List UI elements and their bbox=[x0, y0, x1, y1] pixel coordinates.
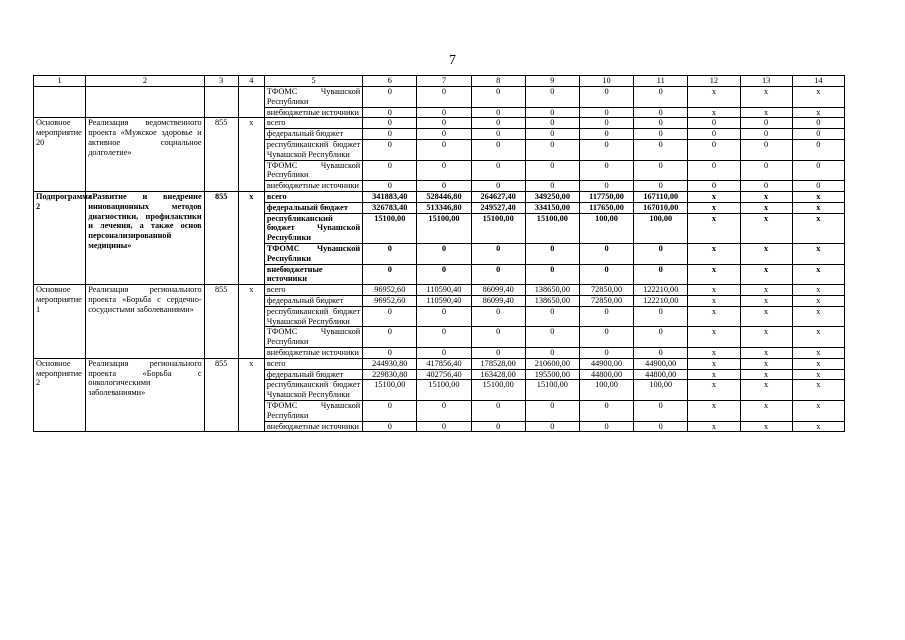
value-cell: 0 bbox=[579, 400, 633, 421]
source-cell: всего bbox=[264, 285, 362, 296]
value-cell: 15100,00 bbox=[363, 213, 417, 243]
value-cell: х bbox=[740, 327, 792, 348]
value-cell: 0 bbox=[525, 181, 579, 192]
value-cell: 0 bbox=[363, 87, 417, 108]
value-cell: х bbox=[792, 107, 844, 118]
value-cell: 0 bbox=[634, 243, 688, 264]
table-row bbox=[34, 191, 845, 202]
value-cell: 122210,00 bbox=[634, 295, 688, 306]
value-cell: 117750,00 bbox=[579, 191, 633, 202]
value-cell: 244930,80 bbox=[363, 358, 417, 369]
value-cell: 0 bbox=[792, 129, 844, 140]
value-cell: 138650,00 bbox=[525, 285, 579, 296]
value-cell: 100,00 bbox=[634, 380, 688, 401]
value-cell: 195500,00 bbox=[525, 369, 579, 380]
value-cell: 528446,80 bbox=[417, 191, 471, 202]
source-cell: внебюджетные источники bbox=[264, 347, 362, 358]
value-cell: х bbox=[740, 380, 792, 401]
value-cell: х bbox=[792, 202, 844, 213]
value-cell: х bbox=[792, 347, 844, 358]
source-cell: республиканский бюджет Чувашской Республики bbox=[264, 139, 362, 160]
source-cell: внебюджетные источники bbox=[264, 107, 362, 118]
value-cell: 0 bbox=[363, 181, 417, 192]
value-cell: 0 bbox=[363, 129, 417, 140]
value-cell: 0 bbox=[579, 107, 633, 118]
table-row bbox=[34, 285, 845, 296]
source-cell: ТФОМС Чувашской Республики bbox=[264, 87, 362, 108]
value-cell: 0 bbox=[634, 421, 688, 432]
value-cell: х bbox=[740, 400, 792, 421]
value-cell: х bbox=[688, 243, 740, 264]
source-cell: всего bbox=[264, 358, 362, 369]
source-cell: федеральный бюджет bbox=[264, 129, 362, 140]
value-cell: 0 bbox=[634, 264, 688, 285]
value-cell: х bbox=[688, 107, 740, 118]
value-cell: 0 bbox=[417, 139, 471, 160]
value-cell: 0 bbox=[579, 243, 633, 264]
rz-cell: х bbox=[238, 285, 264, 359]
value-cell: х bbox=[740, 285, 792, 296]
value-cell: х bbox=[792, 243, 844, 264]
empty-cell bbox=[204, 87, 238, 118]
value-cell: 0 bbox=[579, 181, 633, 192]
empty-cell bbox=[86, 87, 204, 118]
value-cell: х bbox=[740, 191, 792, 202]
value-cell: х bbox=[688, 306, 740, 327]
value-cell: х bbox=[688, 264, 740, 285]
value-cell: 72850,00 bbox=[579, 295, 633, 306]
source-cell: республиканский бюджет Чувашской Республики bbox=[264, 213, 362, 243]
source-cell: республиканский бюджет Чувашской Республики bbox=[264, 380, 362, 401]
value-cell: 402756,40 bbox=[417, 369, 471, 380]
value-cell: 0 bbox=[363, 139, 417, 160]
value-cell: 44800,00 bbox=[634, 369, 688, 380]
value-cell: 0 bbox=[634, 181, 688, 192]
value-cell: 0 bbox=[634, 327, 688, 348]
column-header: 8 bbox=[471, 76, 525, 87]
value-cell: х bbox=[792, 306, 844, 327]
value-cell: 0 bbox=[417, 181, 471, 192]
value-cell: 0 bbox=[471, 160, 525, 181]
value-cell: 15100,00 bbox=[525, 213, 579, 243]
value-cell: 334150,00 bbox=[525, 202, 579, 213]
value-cell: 0 bbox=[363, 421, 417, 432]
value-cell: х bbox=[740, 243, 792, 264]
value-cell: х bbox=[688, 87, 740, 108]
value-cell: 0 bbox=[688, 139, 740, 160]
grbs-cell: 855 bbox=[204, 358, 238, 432]
value-cell: 0 bbox=[417, 87, 471, 108]
value-cell: 0 bbox=[471, 129, 525, 140]
column-header: 11 bbox=[634, 76, 688, 87]
header-row bbox=[34, 76, 845, 87]
value-cell: х bbox=[740, 369, 792, 380]
value-cell: 0 bbox=[471, 87, 525, 108]
column-header: 13 bbox=[740, 76, 792, 87]
column-header: 10 bbox=[579, 76, 633, 87]
value-cell: 0 bbox=[634, 306, 688, 327]
value-cell: 0 bbox=[471, 327, 525, 348]
source-cell: внебюджетные источники bbox=[264, 264, 362, 285]
value-cell: 0 bbox=[579, 139, 633, 160]
value-cell: 0 bbox=[471, 306, 525, 327]
value-cell: х bbox=[688, 400, 740, 421]
value-cell: 0 bbox=[471, 347, 525, 358]
source-cell: федеральный бюджет bbox=[264, 295, 362, 306]
value-cell: 0 bbox=[634, 139, 688, 160]
value-cell: х bbox=[792, 285, 844, 296]
value-cell: х bbox=[792, 400, 844, 421]
value-cell: 0 bbox=[579, 118, 633, 129]
value-cell: х bbox=[740, 264, 792, 285]
value-cell: 0 bbox=[471, 243, 525, 264]
value-cell: 178528,00 bbox=[471, 358, 525, 369]
value-cell: 0 bbox=[579, 421, 633, 432]
value-cell: 0 bbox=[363, 243, 417, 264]
value-cell: 72850,00 bbox=[579, 285, 633, 296]
empty-cell bbox=[238, 87, 264, 118]
measure-title: Реализация регионального проекта «Борьба с онкологическими заболеваниями» bbox=[86, 358, 204, 432]
value-cell: 0 bbox=[688, 118, 740, 129]
value-cell: х bbox=[792, 327, 844, 348]
value-cell: 0 bbox=[363, 327, 417, 348]
column-header: 3 bbox=[204, 76, 238, 87]
column-header: 12 bbox=[688, 76, 740, 87]
value-cell: 0 bbox=[579, 347, 633, 358]
value-cell: 0 bbox=[579, 160, 633, 181]
column-header: 4 bbox=[238, 76, 264, 87]
value-cell: 0 bbox=[363, 118, 417, 129]
value-cell: 110590,40 bbox=[417, 295, 471, 306]
column-header: 5 bbox=[264, 76, 362, 87]
value-cell: 0 bbox=[634, 347, 688, 358]
table-row bbox=[34, 358, 845, 369]
value-cell: 0 bbox=[363, 400, 417, 421]
value-cell: 0 bbox=[792, 118, 844, 129]
value-cell: 0 bbox=[417, 327, 471, 348]
value-cell: х bbox=[792, 191, 844, 202]
value-cell: 326783,40 bbox=[363, 202, 417, 213]
value-cell: 0 bbox=[525, 264, 579, 285]
value-cell: 86099,40 bbox=[471, 295, 525, 306]
value-cell: 264627,40 bbox=[471, 191, 525, 202]
value-cell: 0 bbox=[471, 107, 525, 118]
source-cell: внебюджетные источники bbox=[264, 421, 362, 432]
measure-name: Основное мероприятие 1 bbox=[34, 285, 86, 359]
value-cell: х bbox=[688, 191, 740, 202]
value-cell: х bbox=[740, 421, 792, 432]
value-cell: 117650,00 bbox=[579, 202, 633, 213]
value-cell: 163428,00 bbox=[471, 369, 525, 380]
value-cell: 0 bbox=[417, 129, 471, 140]
column-header: 9 bbox=[525, 76, 579, 87]
value-cell: х bbox=[792, 380, 844, 401]
value-cell: 0 bbox=[417, 347, 471, 358]
value-cell: х bbox=[688, 285, 740, 296]
value-cell: 0 bbox=[363, 264, 417, 285]
value-cell: 0 bbox=[471, 139, 525, 160]
table-body bbox=[34, 87, 845, 432]
value-cell: 417856,40 bbox=[417, 358, 471, 369]
value-cell: х bbox=[688, 327, 740, 348]
value-cell: 0 bbox=[525, 139, 579, 160]
value-cell: 0 bbox=[363, 107, 417, 118]
value-cell: 0 bbox=[634, 400, 688, 421]
value-cell: 0 bbox=[740, 181, 792, 192]
value-cell: 0 bbox=[363, 347, 417, 358]
table-row bbox=[34, 118, 845, 129]
source-cell: федеральный бюджет bbox=[264, 369, 362, 380]
value-cell: х bbox=[740, 213, 792, 243]
value-cell: 0 bbox=[634, 107, 688, 118]
value-cell: 0 bbox=[634, 118, 688, 129]
value-cell: 167010,00 bbox=[634, 202, 688, 213]
value-cell: 0 bbox=[525, 421, 579, 432]
value-cell: 0 bbox=[417, 400, 471, 421]
value-cell: 0 bbox=[688, 129, 740, 140]
value-cell: 167110,00 bbox=[634, 191, 688, 202]
value-cell: 341883,40 bbox=[363, 191, 417, 202]
value-cell: 0 bbox=[417, 160, 471, 181]
source-cell: ТФОМС Чувашской Республики bbox=[264, 327, 362, 348]
value-cell: 0 bbox=[740, 129, 792, 140]
value-cell: 0 bbox=[579, 87, 633, 108]
value-cell: 0 bbox=[417, 118, 471, 129]
value-cell: 229830,80 bbox=[363, 369, 417, 380]
value-cell: 210600,00 bbox=[525, 358, 579, 369]
value-cell: 138650,00 bbox=[525, 295, 579, 306]
value-cell: 15100,00 bbox=[525, 380, 579, 401]
value-cell: 100,00 bbox=[579, 213, 633, 243]
source-cell: внебюджетные источники bbox=[264, 181, 362, 192]
value-cell: 349250,00 bbox=[525, 191, 579, 202]
value-cell: 0 bbox=[417, 264, 471, 285]
value-cell: 0 bbox=[688, 160, 740, 181]
column-header: 2 bbox=[86, 76, 204, 87]
value-cell: 0 bbox=[579, 306, 633, 327]
value-cell: х bbox=[688, 369, 740, 380]
value-cell: 15100,00 bbox=[417, 213, 471, 243]
value-cell: 0 bbox=[688, 181, 740, 192]
value-cell: х bbox=[688, 202, 740, 213]
value-cell: х bbox=[688, 347, 740, 358]
rz-cell: х bbox=[238, 118, 264, 192]
value-cell: 0 bbox=[740, 118, 792, 129]
value-cell: 110590,40 bbox=[417, 285, 471, 296]
funding-table bbox=[33, 75, 845, 432]
value-cell: 0 bbox=[792, 139, 844, 160]
value-cell: 0 bbox=[740, 139, 792, 160]
measure-name: Основное мероприятие 20 bbox=[34, 118, 86, 192]
column-header: 14 bbox=[792, 76, 844, 87]
source-cell: республиканский бюджет Чувашской Республики bbox=[264, 306, 362, 327]
rz-cell: х bbox=[238, 191, 264, 284]
value-cell: 513346,80 bbox=[417, 202, 471, 213]
source-cell: ТФОМС Чувашской Республики bbox=[264, 160, 362, 181]
value-cell: х bbox=[740, 202, 792, 213]
grbs-cell: 855 bbox=[204, 191, 238, 284]
value-cell: 0 bbox=[417, 306, 471, 327]
value-cell: х bbox=[740, 295, 792, 306]
value-cell: 0 bbox=[471, 181, 525, 192]
value-cell: х bbox=[740, 347, 792, 358]
value-cell: х bbox=[688, 213, 740, 243]
value-cell: 0 bbox=[525, 243, 579, 264]
grbs-cell: 855 bbox=[204, 285, 238, 359]
value-cell: х bbox=[740, 87, 792, 108]
value-cell: х bbox=[792, 295, 844, 306]
value-cell: 0 bbox=[417, 107, 471, 118]
value-cell: 122210,00 bbox=[634, 285, 688, 296]
value-cell: х bbox=[740, 358, 792, 369]
grbs-cell: 855 bbox=[204, 118, 238, 192]
measure-name: Основное мероприятие 2 bbox=[34, 358, 86, 432]
value-cell: х bbox=[792, 264, 844, 285]
column-header: 6 bbox=[363, 76, 417, 87]
value-cell: 0 bbox=[792, 160, 844, 181]
value-cell: 0 bbox=[525, 129, 579, 140]
table-row bbox=[34, 87, 845, 108]
value-cell: 0 bbox=[634, 87, 688, 108]
value-cell: 0 bbox=[471, 400, 525, 421]
value-cell: 44900,00 bbox=[634, 358, 688, 369]
value-cell: 15100,00 bbox=[471, 380, 525, 401]
column-header: 1 bbox=[34, 76, 86, 87]
value-cell: 0 bbox=[525, 400, 579, 421]
source-cell: всего bbox=[264, 118, 362, 129]
measure-title: Реализация регионального проекта «Борьба с сердечно-сосудистыми заболеваниями» bbox=[86, 285, 204, 359]
page-number: 7 bbox=[449, 53, 456, 68]
source-cell: федеральный бюджет bbox=[264, 202, 362, 213]
value-cell: 0 bbox=[525, 327, 579, 348]
value-cell: х bbox=[792, 358, 844, 369]
value-cell: 0 bbox=[525, 306, 579, 327]
value-cell: 0 bbox=[740, 160, 792, 181]
value-cell: 15100,00 bbox=[363, 380, 417, 401]
value-cell: х bbox=[688, 295, 740, 306]
value-cell: 44800,00 bbox=[579, 369, 633, 380]
value-cell: 0 bbox=[792, 181, 844, 192]
value-cell: 0 bbox=[579, 327, 633, 348]
value-cell: 96952,60 bbox=[363, 295, 417, 306]
value-cell: 44900,00 bbox=[579, 358, 633, 369]
value-cell: 0 bbox=[525, 107, 579, 118]
value-cell: 0 bbox=[579, 129, 633, 140]
value-cell: 0 bbox=[579, 264, 633, 285]
value-cell: 0 bbox=[525, 118, 579, 129]
value-cell: 0 bbox=[471, 118, 525, 129]
value-cell: 0 bbox=[417, 243, 471, 264]
value-cell: 0 bbox=[525, 87, 579, 108]
value-cell: х bbox=[792, 213, 844, 243]
source-cell: ТФОМС Чувашской Республики bbox=[264, 243, 362, 264]
value-cell: 0 bbox=[634, 129, 688, 140]
value-cell: 0 bbox=[471, 264, 525, 285]
value-cell: х bbox=[688, 358, 740, 369]
source-cell: всего bbox=[264, 191, 362, 202]
measure-title: Реализация ведомственного проекта «Мужское здоровье и активное социальное долголетие» bbox=[86, 118, 204, 192]
value-cell: 0 bbox=[363, 160, 417, 181]
value-cell: 100,00 bbox=[579, 380, 633, 401]
source-cell: ТФОМС Чувашской Республики bbox=[264, 400, 362, 421]
value-cell: х bbox=[792, 369, 844, 380]
value-cell: х bbox=[688, 421, 740, 432]
value-cell: х bbox=[792, 87, 844, 108]
value-cell: 15100,00 bbox=[417, 380, 471, 401]
value-cell: 15100,00 bbox=[471, 213, 525, 243]
column-header: 7 bbox=[417, 76, 471, 87]
value-cell: х bbox=[740, 306, 792, 327]
value-cell: 0 bbox=[471, 421, 525, 432]
measure-name: Подпрограмма 2 bbox=[34, 191, 86, 284]
value-cell: 0 bbox=[417, 421, 471, 432]
empty-cell bbox=[34, 87, 86, 118]
rz-cell: х bbox=[238, 358, 264, 432]
value-cell: х bbox=[792, 421, 844, 432]
value-cell: 96952,60 bbox=[363, 285, 417, 296]
value-cell: 0 bbox=[363, 306, 417, 327]
value-cell: х bbox=[688, 380, 740, 401]
value-cell: 0 bbox=[525, 160, 579, 181]
value-cell: 0 bbox=[634, 160, 688, 181]
value-cell: 86099,40 bbox=[471, 285, 525, 296]
value-cell: 249527,40 bbox=[471, 202, 525, 213]
value-cell: 100,00 bbox=[634, 213, 688, 243]
value-cell: 0 bbox=[525, 347, 579, 358]
measure-title: «Развитие и внедрение инновационных методов диагностики, профилактики и лечения, а также основ персонализированной медицины» bbox=[86, 191, 204, 284]
value-cell: х bbox=[740, 107, 792, 118]
